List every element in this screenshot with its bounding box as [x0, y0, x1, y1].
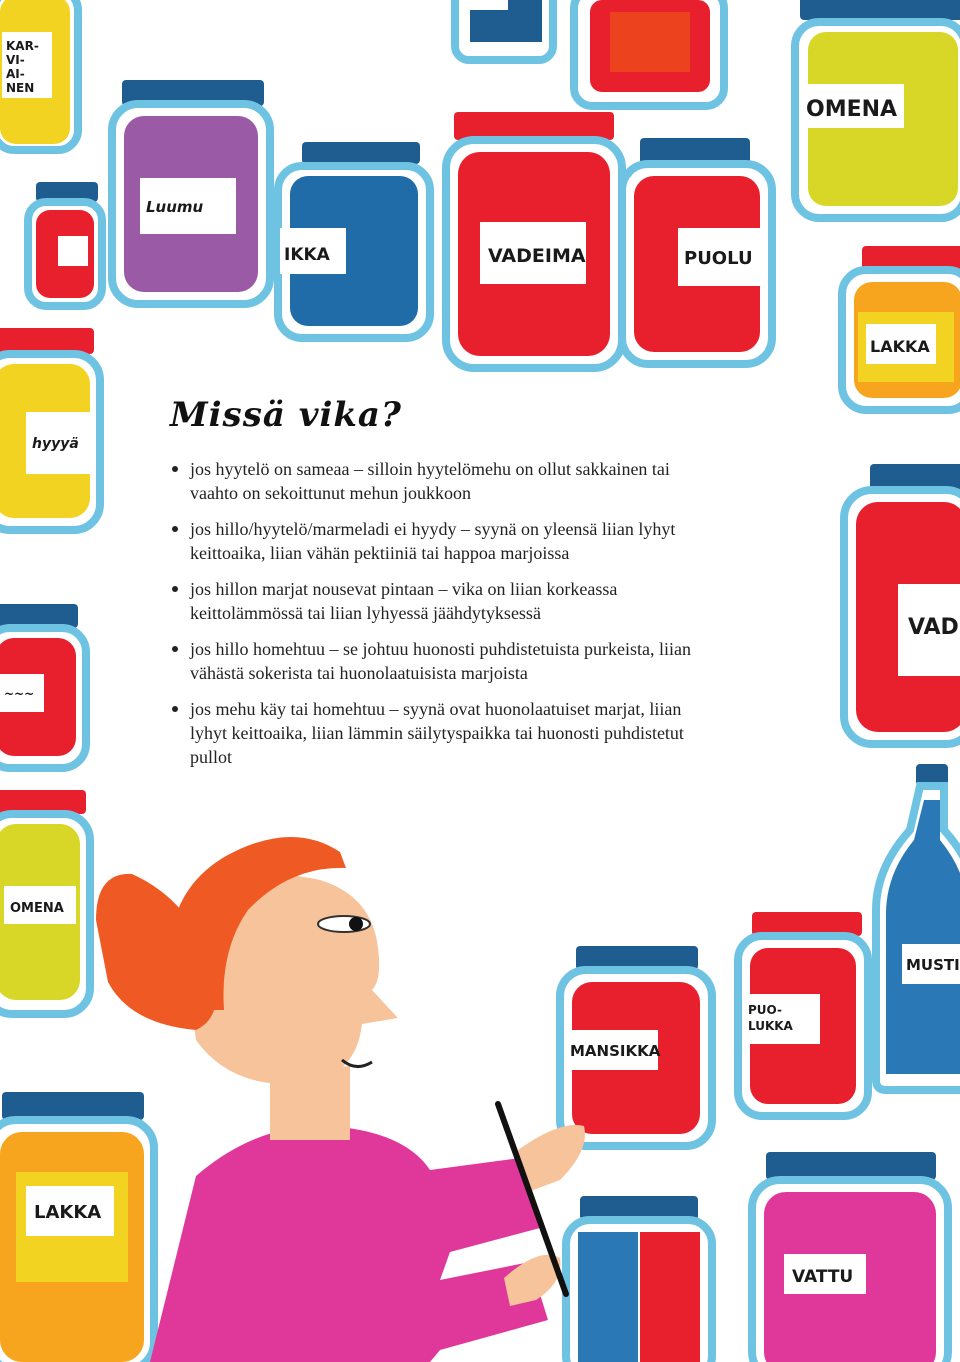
jar-puolukka-bottom [738, 912, 868, 1116]
label-puolukka-bottom-line1: PUO- [748, 1003, 782, 1017]
jar-lakka-bottom [0, 1092, 154, 1362]
list-item-text: jos mehu käy tai homehtuu – syynä ovat huonolaatuiset marjat, liian lyhyt keittoaika, liian lämmin säilytyspaikka tai huonosti puhdistetut pullot [190, 699, 684, 767]
jar-top-red [574, 0, 724, 106]
jar-vattu [752, 1152, 948, 1362]
jar-lakka-right [842, 246, 960, 410]
label-karviainen-line4: NEN [6, 81, 35, 95]
list-item-text: jos hillon marjat nousevat pintaan – vika on liian korkeassa keittolämmössä tai liian lyhyessä jäähdytyksessä [190, 579, 618, 623]
bullet-icon [172, 526, 178, 532]
label-karviainen-line3: AI- [6, 67, 25, 81]
label-vadelma-top: VADEIMA [488, 245, 586, 267]
label-omena-top: OMENA [806, 97, 898, 122]
jar-omena-left [0, 790, 90, 1014]
list-item [170, 697, 710, 769]
bullet-icon [172, 586, 178, 592]
label-lakka-right: LAKKA [870, 337, 930, 356]
page-heading: Missä vika? [170, 395, 402, 435]
list-item-text: jos hillo homehtuu – se johtuu huonosti puhdistetuista purkeista, liian vähästä sokerista tai huonolaatuisista marjoista [190, 639, 691, 683]
label-karviainen-line1: KAR- [6, 39, 39, 53]
troubleshooting-list [170, 457, 710, 769]
label-mustikka: IKKA [284, 245, 330, 265]
label-lakka-bottom: LAKKA [34, 1202, 102, 1223]
bullet-icon [172, 706, 178, 712]
list-item-text: jos hyytelö on sameaa – silloin hyytelömehu on ollut sakkainen tai vaahto on sekoittunut mehun joukkoon [190, 459, 670, 503]
jar-left-red [0, 604, 86, 768]
label-left-red: ~~~ [4, 687, 35, 701]
bottle-mustaherukka [876, 764, 960, 1090]
jar-vadelma-right [844, 464, 960, 744]
person-sweater [150, 1126, 548, 1362]
list-item [170, 457, 710, 505]
jar-top-center [455, 0, 553, 60]
jar-bottom-center [566, 1196, 712, 1362]
label-vadelma-right: VAD [908, 615, 959, 640]
person-illustration [96, 837, 585, 1362]
label-puolukka-bottom-line2: LUKKA [748, 1019, 793, 1033]
jar-luumu [112, 80, 270, 304]
label-vattu: VATTU [792, 1267, 854, 1287]
label-mustaherukka: MUSTI [906, 956, 960, 974]
label-left-yellow: hyyyä [32, 436, 79, 452]
list-item [170, 577, 710, 625]
label-puolukka-top: PUOLU [684, 248, 753, 269]
jar-vadelma-top [446, 112, 622, 368]
jar-mansikka [560, 946, 712, 1146]
text-content [170, 395, 710, 781]
list-item [170, 517, 710, 565]
label-karviainen-line2: VI- [6, 53, 25, 67]
list-item-text: jos hillo/hyytelö/marmeladi ei hyydy – syynä on yleensä liian lyhyt keittoaika, liian vähän pektiiniä tai happoa marjoissa [190, 519, 676, 563]
jar-left-yellow [0, 328, 100, 530]
person-pupil [349, 917, 363, 931]
jar-omena-top [795, 0, 960, 218]
jar-puolukka-top [622, 138, 772, 364]
label-luumu: Luumu [146, 198, 204, 216]
bullet-icon [172, 466, 178, 472]
bullet-icon [172, 646, 178, 652]
label-omena-left: OMENA [10, 901, 64, 916]
list-item [170, 637, 710, 685]
label-mansikka: MANSIKKA [570, 1042, 661, 1060]
jar-mustikka [278, 142, 430, 338]
jar-karviainen [0, 0, 78, 150]
jar-small-red-left [28, 182, 102, 306]
